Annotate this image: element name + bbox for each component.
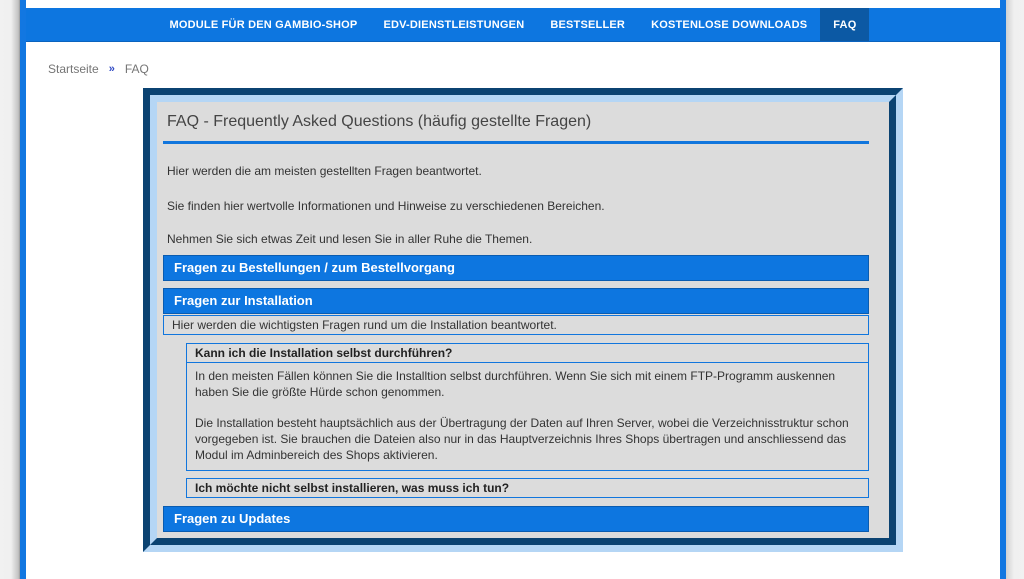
faq-framed-box bbox=[143, 88, 903, 552]
nav-item-kostenlose-downloads[interactable]: KOSTENLOSE DOWNLOADS bbox=[651, 18, 808, 31]
breadcrumb bbox=[26, 42, 1000, 76]
faq-box-inner-frame bbox=[150, 95, 896, 545]
intro-paragraph: Nehmen Sie sich etwas Zeit und lesen Sie in aller Ruhe die Themen. bbox=[167, 232, 533, 246]
answer-paragraph: Die Installation besteht hauptsächlich aus der Übertragung der Daten auf Ihren Server, wobei die Verzeichnisstruktur schon vorgegeben ist. Sie brauchen die Dateien also nur in das Hauptverzeichnis Ihres Shops übertragen und anschliessend das Modul im Adminbereich des Shops aktivieren. bbox=[195, 416, 849, 462]
accordion-header-updates[interactable]: Fragen zu Updates bbox=[163, 506, 869, 532]
page-title: FAQ - Frequently Asked Questions (häufig gestellte Fragen) bbox=[167, 113, 592, 130]
answer-paragraph: In den meisten Fällen können Sie die Installtion selbst durchführen. Wenn Sie sich mit einem FTP-Programm auskennen haben Sie die größte Hürde schon genommen. bbox=[195, 369, 836, 399]
top-white-strip bbox=[26, 0, 1000, 8]
intro-paragraph: Sie finden hier wertvolle Informationen und Hinweise zu verschiedenen Bereichen. bbox=[167, 199, 605, 213]
nav-item-faq[interactable]: FAQ bbox=[820, 8, 869, 41]
accordion-header-installation[interactable]: Fragen zur Installation bbox=[163, 288, 869, 314]
main-navigation bbox=[26, 8, 1000, 42]
accordion-header-bestellungen[interactable]: Fragen zu Bestellungen / zum Bestellvorgang bbox=[163, 255, 869, 281]
page-margin-left bbox=[0, 0, 20, 579]
breadcrumb-current: FAQ bbox=[124, 62, 149, 76]
accordion-description: Hier werden die wichtigsten Fragen rund um die Installation beantwortet. bbox=[163, 315, 869, 335]
installation-questions bbox=[186, 343, 869, 498]
question-header-nicht-selbst-installieren[interactable]: Ich möchte nicht selbst installieren, was muss ich tun? bbox=[186, 478, 869, 498]
nav-item-bestseller[interactable]: BESTSELLER bbox=[550, 18, 626, 31]
nav-item-edv-dienstleistungen[interactable]: EDV-DIENSTLEISTUNGEN bbox=[383, 18, 525, 31]
nav-item-module-fuer-den-gambio-shop[interactable]: MODULE FÜR DEN GAMBIO-SHOP bbox=[169, 18, 358, 31]
page-margin-right bbox=[1006, 0, 1024, 579]
question-answer bbox=[186, 363, 869, 471]
intro-paragraph: Hier werden die am meisten gestellten Fragen beantwortet. bbox=[167, 164, 482, 178]
faq-content bbox=[157, 102, 889, 538]
site-canvas bbox=[20, 0, 1006, 579]
breadcrumb-separator-icon: » bbox=[108, 63, 115, 75]
title-divider bbox=[163, 141, 869, 144]
question-header-selbst-durchfuehren[interactable]: Kann ich die Installation selbst durchführen? bbox=[186, 343, 869, 363]
breadcrumb-home-link[interactable]: Startseite bbox=[48, 62, 99, 76]
